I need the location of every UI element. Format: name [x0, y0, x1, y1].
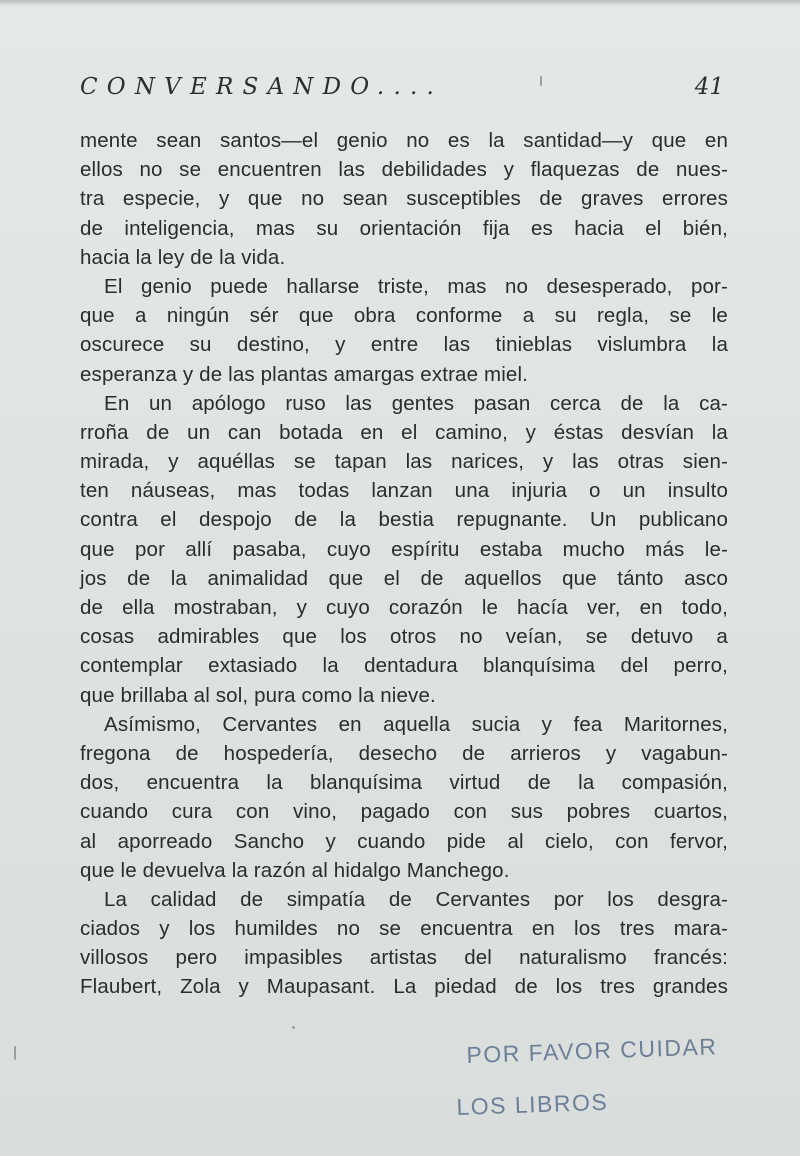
paper-speck — [292, 1026, 295, 1029]
text-line: fregona de hospedería, desecho de arrieros y vagabun- — [80, 741, 728, 765]
text-line: ciados y los humildes no se encuentra en los tres mara- — [80, 917, 728, 941]
text-line: de inteligencia, mas su orientación fija es hacia el bién, — [80, 216, 728, 240]
text-line: El genio puede hallarse triste, mas no desesperado, por- — [104, 274, 728, 298]
text-line: La calidad de simpatía de Cervantes por los desgra- — [104, 887, 728, 911]
text-line: que le devuelva la razón al hidalgo Manchego. — [80, 858, 510, 882]
text-line: dos, encuentra la blanquísima virtud de la compasión, — [80, 771, 728, 795]
paper-speck — [540, 76, 542, 86]
library-stamp — [456, 1033, 762, 1142]
text-line: contra el despojo de la bestia repugnante. Un publicano — [80, 508, 728, 532]
text-line: Flaubert, Zola y Maupasant. La piedad de los tres grandes — [80, 975, 728, 999]
text-line: cuando cura con vino, pagado con sus pobres cuartos, — [80, 800, 728, 824]
text-line: hacia la ley de la vida. — [80, 245, 286, 269]
running-title: CONVERSANDO.... — [80, 74, 443, 100]
text-line: cosas admirables que los otros no veían, se detuvo a — [80, 625, 728, 649]
text-line: de ella mostraban, y cuyo corazón le hacía ver, en todo, — [80, 596, 728, 619]
text-line: villosos pero impasibles artistas del naturalismo francés: — [80, 946, 728, 970]
text-line: contemplar extasiado la dentadura blanquísima del perro, — [80, 654, 728, 678]
text-line: ten náuseas, mas todas lanzan una injuria o un insulto — [80, 479, 728, 503]
text-line: Asímismo, Cervantes en aquella sucia y fea Maritornes, — [104, 712, 728, 736]
text-line: que por allí pasaba, cuyo espíritu estaba mucho más le- — [80, 537, 728, 561]
text-line: mente sean santos—el genio no es la santidad—y que en — [80, 129, 728, 152]
text-line: al aporreado Sancho y cuando pide al cielo, con fervor, — [80, 829, 728, 853]
body-text — [80, 126, 728, 1002]
text-line: que brillaba al sol, pura como la nieve. — [80, 683, 436, 707]
text-line: esperanza y de las plantas amargas extrae miel. — [80, 362, 529, 386]
page-number: 41 — [694, 74, 724, 100]
text-line: rroña de un can botada en el camino, y éstas desvían la — [80, 420, 728, 444]
stamp-line-1: POR FAVOR CUIDAR — [466, 1033, 718, 1068]
text-line: mirada, y aquéllas se tapan las narices, y las otras sien- — [80, 450, 728, 474]
text-line: que a ningún sér que obra conforme a su regla, se le — [80, 304, 728, 328]
text-line: tra especie, y que no sean susceptibles de graves errores — [80, 187, 728, 211]
text-line: oscurece su destino, y entre las tinieblas vislumbra la — [80, 333, 728, 357]
paper-speck — [14, 1046, 16, 1060]
stamp-line-2: LOS LIBROS — [456, 1088, 609, 1120]
text-line: ellos no se encuentren las debilidades y flaquezas de nues- — [80, 158, 728, 182]
page-header — [80, 74, 728, 110]
text-line: En un apólogo ruso las gentes pasan cerca de la ca- — [104, 391, 728, 415]
text-line: jos de la animalidad que el de aquellos que tánto asco — [80, 566, 728, 590]
page-top-edge — [0, 0, 800, 6]
